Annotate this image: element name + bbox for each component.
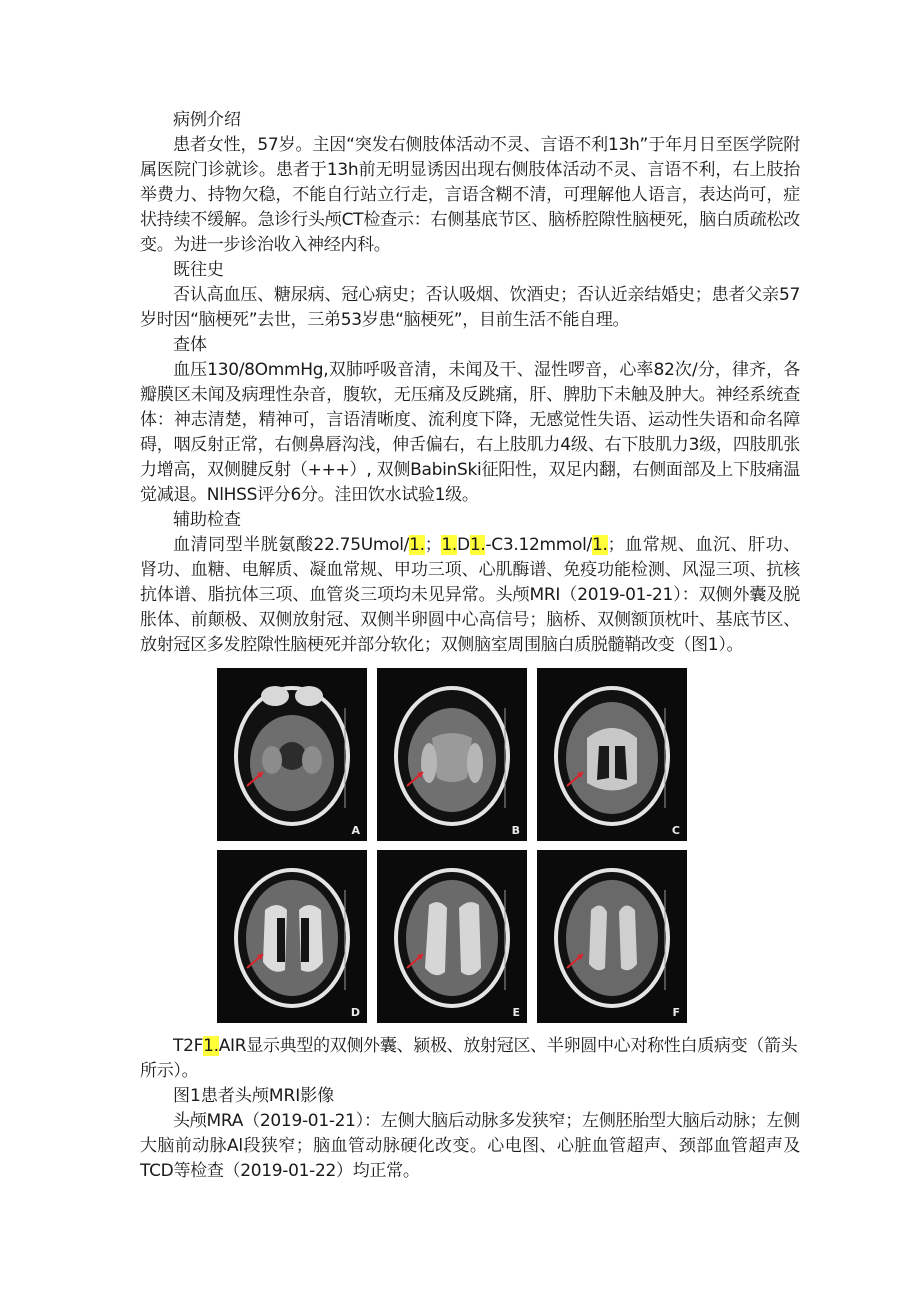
history-title: 既往史 <box>173 260 224 280</box>
mri-panel-e <box>377 850 527 1023</box>
caption-part: T2F <box>173 1036 204 1056</box>
panel-label: D <box>350 1006 360 1019</box>
document-page <box>140 108 800 1184</box>
case-title: 病例介绍 <box>173 110 241 130</box>
mri-panel-c <box>537 668 687 841</box>
aux-text-part: -C3.12mmol/ <box>485 535 592 555</box>
panel-label: C <box>671 824 680 837</box>
mri-image <box>217 850 367 1023</box>
aux-text-part: D <box>457 535 470 555</box>
case-text: 患者女性，57岁。主因“突发右侧肢体活动不灵、言语不利13h”于年月日至医学院附属医院门诊就诊。患者于13h前无明显诱因出现右侧肢体活动不灵、言语不利，右上肢抬举费力、持物欠稳，不能自行站立行走，言语含糊不清，可理解他人语言，表达尚可，症状持续不缓解。急诊行头颅CT检查示：右侧基底节区、脑桥腔隙性脑梗死，脑白质疏松改变。为进一步诊治收入神经内科。 <box>140 135 800 255</box>
panel-label: E <box>512 1006 520 1019</box>
highlight-mark: 1. <box>469 535 486 555</box>
highlight-mark: 1. <box>203 1036 219 1056</box>
aux-text-part: 血清同型半胱氨酸22.75Umol/ <box>173 535 410 555</box>
highlight-mark: 1. <box>409 535 425 555</box>
mri-image <box>537 850 687 1023</box>
mri-image <box>377 850 527 1023</box>
aux-text <box>140 533 800 658</box>
mri-panel-d <box>217 850 367 1023</box>
highlight-mark: 1. <box>441 535 458 555</box>
highlight-mark: 1. <box>591 535 608 555</box>
caption-part: AIR显示典型的双侧外囊、颍极、放射冠区、半卵圆中心对称性白质病变（箭头所示）。 <box>140 1036 798 1081</box>
mri-image <box>217 668 367 841</box>
mri-panel-a <box>217 668 367 841</box>
exam-title: 查体 <box>173 335 207 355</box>
panel-label: B <box>511 824 520 837</box>
exam-text: 血压130/8OmmHg,双肺呼吸音清，未闻及干、湿性啰音，心率82次/分，律齐，各瓣膜区未闻及病理性杂音，腹软，无压痛及反跳痛，肝、脾肋下未触及肿大。神经系统查体：神志清楚，精神可，言语清晰度、流利度下降，无感觉性失语、运动性失语和命名障碍，咽反射正常，右侧鼻唇沟浅，伸舌偏右，右上肢肌力4级、右下肢肌力3级，四肢肌张力增高，双侧腱反射（+++）, 双侧BabinSki征阳性，双足内翻，右侧面部及上下肢痛温觉减退。NlHSS评分6分。洼田饮水试验1级。 <box>140 360 800 505</box>
panel-label: F <box>672 1006 680 1019</box>
figure-caption <box>140 1034 800 1084</box>
aux-text-part: ；血常规、血沉、肝功、肾功、血糖、电解质、凝血常规、甲功三项、心肌酶谱、免疫功能检测、风湿三项、抗核抗体谱、脂抗体三项、血管炎三项均未见异常。头颅MRI（2019-01-21）：双侧外囊及脱胀体、前颠极、双侧放射冠、双侧半卵圆中心高信号；脑桥、双侧额顶枕叶、基底节区、放射冠区多发腔隙性脑梗死并部分软化；双侧脑室周围脑白质脱髓鞘改变（图1）。 <box>140 535 800 655</box>
figure-title: 图1患者头颅MRI影像 <box>173 1086 335 1106</box>
aux-text-part: ； <box>424 535 442 555</box>
panel-label: A <box>351 824 360 837</box>
mri-panel-f <box>537 850 687 1023</box>
mri-image <box>377 668 527 841</box>
mri-image <box>537 668 687 841</box>
history-text: 否认高血压、糖尿病、冠心病史；否认吸烟、饮酒史；否认近亲结婚史；患者父亲57岁时因“脑梗死”去世，三弟53岁患“脑梗死”，目前生活不能自理。 <box>140 285 800 330</box>
mra-text: 头颅MRA（2019-01-21）：左侧大脑后动脉多发狭窄；左侧胚胎型大脑后动脉；左侧大脑前动脉Al段狭窄；脑血管动脉硬化改变。心电图、心脏血管超声、颈部血管超声及TCD等检查（2019-01-22）均正常。 <box>140 1111 800 1181</box>
aux-title: 辅助检查 <box>173 510 241 530</box>
mri-figure <box>217 668 687 1028</box>
mri-panel-b <box>377 668 527 841</box>
